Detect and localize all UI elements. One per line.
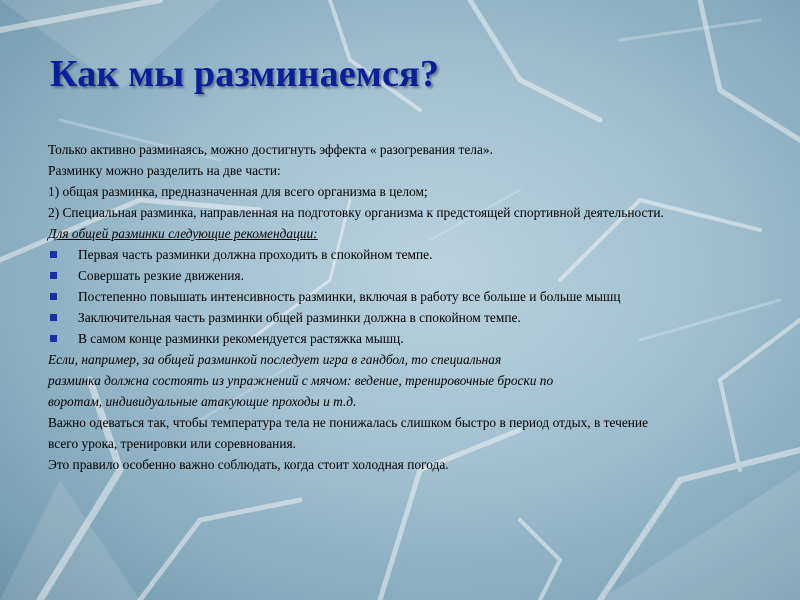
text-line: 2) Специальная разминка, направленная на подготовку организма к предстоящей спортивной деятельности. xyxy=(48,205,664,220)
square-bullet-icon xyxy=(50,314,57,321)
list-item-text: Заключительная часть разминки общей разминки должна в спокойном темпе. xyxy=(78,310,521,325)
subheading: Для общей разминки следующие рекомендации: xyxy=(48,226,318,241)
square-bullet-icon xyxy=(50,251,57,258)
list-item-text: В самом конце разминки рекомендуется растяжка мышц. xyxy=(78,331,404,346)
text-line: всего урока, тренировки или соревнования. xyxy=(48,436,296,451)
text-line: Важно одеваться так, чтобы температура тела не понижалась слишком быстро в период отдых, в течение xyxy=(48,415,649,430)
list-item-text: Первая часть разминки должна проходить в спокойном темпе. xyxy=(78,247,433,262)
italic-text-line: Если, например, за общей разминкой последует игра в гандбол, то специальная xyxy=(48,352,502,367)
list-item xyxy=(48,331,758,347)
italic-text-line: воротам, индивидуальные атакующие проходы и т.д. xyxy=(48,394,357,409)
list-item xyxy=(48,310,758,326)
square-bullet-icon xyxy=(50,293,57,300)
square-bullet-icon xyxy=(50,272,57,279)
square-bullet-icon xyxy=(50,335,57,342)
list-item-text: Постепенно повышать интенсивность разминки, включая в работу все больше и больше мышц xyxy=(78,289,621,304)
italic-text-line: разминка должна состоять из упражнений с мячом: ведение, тренировочные броски по xyxy=(48,373,554,388)
text-line: Только активно разминаясь, можно достигнуть эффекта « разогревания тела». xyxy=(48,142,493,157)
list-item xyxy=(48,268,758,284)
list-item xyxy=(48,289,758,305)
text-line: 1) общая разминка, предназначенная для всего организма в целом; xyxy=(48,184,428,199)
list-item-text: Совершать резкие движения. xyxy=(78,268,244,283)
text-line: Разминку можно разделить на две части: xyxy=(48,163,281,178)
list-item xyxy=(48,247,758,263)
slide-title: Как мы разминаемся? xyxy=(50,53,440,95)
slide-content xyxy=(48,142,758,478)
bullet-list xyxy=(48,247,758,347)
text-line: Это правило особенно важно соблюдать, когда стоит холодная погода. xyxy=(48,457,449,472)
